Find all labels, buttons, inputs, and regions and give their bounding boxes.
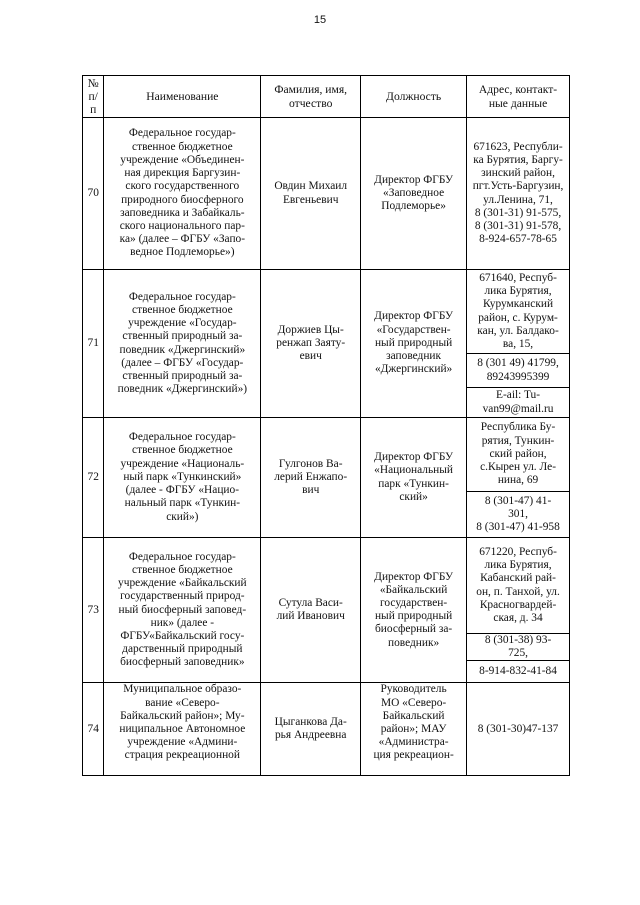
table-header-row bbox=[83, 76, 570, 118]
person-position: Руководитель МО «Северо- Байкальский район»; МАУ «Администра- ция рекреацион- bbox=[361, 683, 467, 776]
person-name: Сутула Васи- лий Иванович bbox=[261, 538, 361, 683]
organization-name: Муниципальное образо- вание «Северо- Байкальский район»; Му- ниципальное Автономное учреждение «Админи- страция рекреационной bbox=[104, 683, 261, 776]
row-number: 73 bbox=[83, 538, 104, 683]
table-row bbox=[83, 683, 570, 776]
organization-name: Федеральное государ- ственное бюджетное учреждение «Государ- ственный природный за- поведник «Джергинский» (далее – ФГБУ «Государ- ственный природный за- поведник «Джергинский») bbox=[104, 270, 261, 418]
person-name: Овдин Михаил Евгеньевич bbox=[261, 118, 361, 270]
contacts-table bbox=[82, 75, 570, 776]
header-name: Наименование bbox=[104, 76, 261, 118]
contact-address: Республика Бу- рятия, Тункин- ский район, с.Кырен ул. Ле- нина, 69 bbox=[467, 418, 570, 492]
table-row bbox=[83, 270, 570, 354]
contact-email: E-ail: Tu- van99@mail.ru bbox=[467, 388, 570, 418]
table-row bbox=[83, 418, 570, 492]
row-number: 72 bbox=[83, 418, 104, 538]
contact-phone: 8 (301-30)47-137 bbox=[467, 683, 570, 776]
row-number: 70 bbox=[83, 118, 104, 270]
table-row bbox=[83, 538, 570, 634]
person-name: Цыганкова Да- рья Андреевна bbox=[261, 683, 361, 776]
contact-mobile: 8-914-832-41-84 bbox=[467, 661, 570, 683]
organization-name: Федеральное государ- ственное бюджетное учреждение «Байкальский государственный природ- ный биосферный заповед- ник» (далее - ФГБУ«Байкальский госу- дарственный природный биосферный заповедник» bbox=[104, 538, 261, 683]
contact-phone: 8 (301-38) 93- 725, bbox=[467, 634, 570, 661]
contact-phone: 8 (301-47) 41- 301, 8 (301-47) 41-958 bbox=[467, 492, 570, 538]
header-position: Должность bbox=[361, 76, 467, 118]
person-position: Директор ФГБУ «Байкальский государствен- ный природный биосферный за- поведник» bbox=[361, 538, 467, 683]
person-position: Директор ФГБУ «Государствен- ный природный заповедник «Джергинский» bbox=[361, 270, 467, 418]
header-number: № п/ п bbox=[83, 76, 104, 118]
person-position: Директор ФГБУ «Заповедное Подлеморье» bbox=[361, 118, 467, 270]
header-person: Фамилия, имя, отчество bbox=[261, 76, 361, 118]
row-number: 74 bbox=[83, 683, 104, 776]
contact-address: 671640, Респуб- лика Бурятия, Курумканский район, с. Курум- кан, ул. Балдако- ва, 15, bbox=[467, 270, 570, 354]
page-number: 15 bbox=[313, 14, 327, 26]
table-row bbox=[83, 118, 570, 270]
person-position: Директор ФГБУ «Национальный парк «Тункин- ский» bbox=[361, 418, 467, 538]
organization-name: Федеральное государ- ственное бюджетное учреждение «Националь- ный парк «Тункинский» (далее - ФГБУ «Нацио- нальный парк «Тункин- ский») bbox=[104, 418, 261, 538]
organization-name: Федеральное государ- ственное бюджетное учреждение «Объединен- ная дирекция Баргузин- ского государственного природного биосферного заповедника и Забайкаль- ского национального пар- ка» (далее – ФГБУ «Запо- ведное Подлеморье») bbox=[104, 118, 261, 270]
contact-address: 671220, Респуб- лика Бурятия, Кабанский рай- он, п. Танхой, ул. Красногвардей- ская, д. 34 bbox=[467, 538, 570, 634]
header-contacts: Адрес, контакт- ные данные bbox=[467, 76, 570, 118]
row-number: 71 bbox=[83, 270, 104, 418]
contact-phone: 8 (301 49) 41799, 89243995399 bbox=[467, 354, 570, 388]
person-name: Гулгонов Ва- лерий Енжапо- вич bbox=[261, 418, 361, 538]
contact-cell: 671623, Республи- ка Бурятия, Баргу- зинский район, пгт.Усть-Баргузин, ул.Ленина, 71, 8 (301-31) 91-575, 8 (301-31) 91-578, 8-924-657-78-65 bbox=[467, 118, 570, 270]
person-name: Доржиев Цы- ренжап Заяту- евич bbox=[261, 270, 361, 418]
